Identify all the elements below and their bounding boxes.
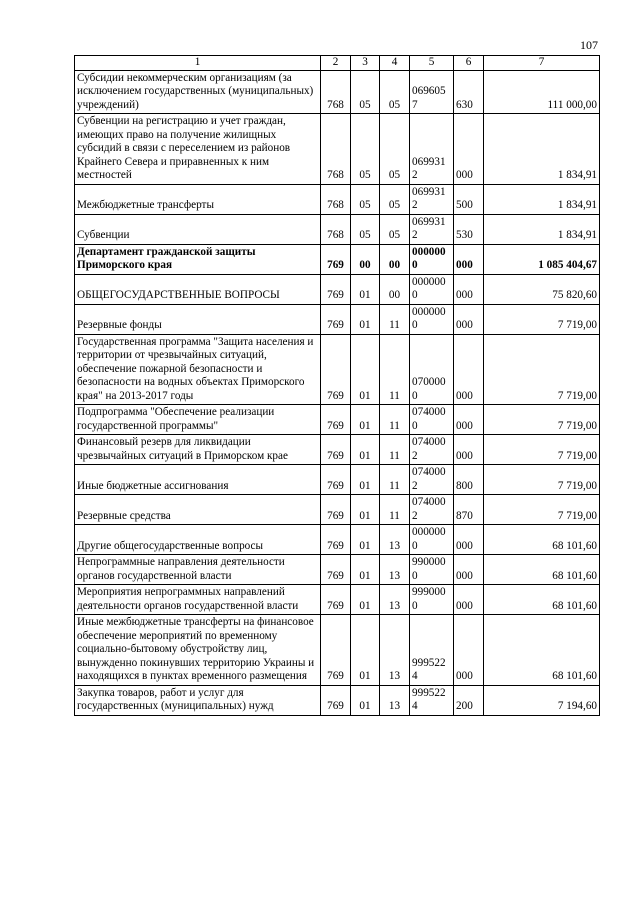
row-code-6: 000 bbox=[454, 304, 484, 334]
row-code-3: 05 bbox=[351, 214, 380, 244]
row-amount: 7 194,60 bbox=[484, 685, 600, 715]
row-code-2: 769 bbox=[321, 465, 351, 495]
row-code-3: 01 bbox=[351, 334, 380, 405]
row-code-2: 769 bbox=[321, 615, 351, 686]
row-code-4: 11 bbox=[380, 465, 410, 495]
row-code-5: 0000000 bbox=[410, 304, 454, 334]
table-row bbox=[75, 184, 600, 214]
row-amount: 1 085 404,67 bbox=[484, 244, 600, 274]
row-code-4: 05 bbox=[380, 114, 410, 185]
row-code-5: 0700000 bbox=[410, 334, 454, 405]
row-code-3: 01 bbox=[351, 405, 380, 435]
row-code-2: 769 bbox=[321, 304, 351, 334]
row-name: Иные бюджетные ассигнования bbox=[75, 465, 321, 495]
row-code-4: 11 bbox=[380, 405, 410, 435]
row-name: Межбюджетные трансферты bbox=[75, 184, 321, 214]
table-row bbox=[75, 585, 600, 615]
row-code-2: 769 bbox=[321, 525, 351, 555]
row-code-6: 000 bbox=[454, 244, 484, 274]
row-code-4: 11 bbox=[380, 304, 410, 334]
row-code-6: 500 bbox=[454, 184, 484, 214]
row-code-2: 769 bbox=[321, 244, 351, 274]
row-code-3: 01 bbox=[351, 495, 380, 525]
row-name: ОБЩЕГОСУДАРСТВЕННЫЕ ВОПРОСЫ bbox=[75, 274, 321, 304]
row-code-5: 0740002 bbox=[410, 435, 454, 465]
row-code-6: 000 bbox=[454, 334, 484, 405]
row-code-6: 000 bbox=[454, 114, 484, 185]
row-code-3: 01 bbox=[351, 465, 380, 495]
row-code-3: 05 bbox=[351, 184, 380, 214]
table-row bbox=[75, 685, 600, 715]
table-row bbox=[75, 435, 600, 465]
row-name: Другие общегосударственные вопросы bbox=[75, 525, 321, 555]
table-row bbox=[75, 244, 600, 274]
row-code-4: 11 bbox=[380, 435, 410, 465]
row-name: Субвенции bbox=[75, 214, 321, 244]
table-row bbox=[75, 555, 600, 585]
row-code-2: 769 bbox=[321, 495, 351, 525]
row-amount: 68 101,60 bbox=[484, 555, 600, 585]
row-name: Закупка товаров, работ и услуг для государственных (муниципальных) нужд bbox=[75, 685, 321, 715]
table-row bbox=[75, 525, 600, 555]
row-code-5: 9995224 bbox=[410, 615, 454, 686]
header-cell: 7 bbox=[484, 56, 600, 71]
table-row bbox=[75, 214, 600, 244]
header-cell: 3 bbox=[351, 56, 380, 71]
row-code-3: 01 bbox=[351, 304, 380, 334]
row-code-2: 769 bbox=[321, 405, 351, 435]
page-number: 107 bbox=[580, 38, 598, 52]
table-row bbox=[75, 615, 600, 686]
row-code-2: 769 bbox=[321, 585, 351, 615]
row-code-6: 200 bbox=[454, 685, 484, 715]
row-code-3: 00 bbox=[351, 244, 380, 274]
row-code-5: 0000000 bbox=[410, 525, 454, 555]
row-code-2: 768 bbox=[321, 214, 351, 244]
row-amount: 7 719,00 bbox=[484, 405, 600, 435]
row-amount: 1 834,91 bbox=[484, 114, 600, 185]
row-code-6: 800 bbox=[454, 465, 484, 495]
row-code-6: 630 bbox=[454, 70, 484, 114]
row-amount: 7 719,00 bbox=[484, 435, 600, 465]
row-code-3: 01 bbox=[351, 274, 380, 304]
row-code-4: 05 bbox=[380, 214, 410, 244]
row-code-3: 01 bbox=[351, 435, 380, 465]
table-row bbox=[75, 495, 600, 525]
row-name: Подпрограмма "Обеспечение реализации государственной программы" bbox=[75, 405, 321, 435]
row-name: Иные межбюджетные трансферты на финансовое обеспечение мероприятий по временному социально-бытовому обустройству лиц, вынужденно покинувших территорию Украины и находящихся в пунктах временного размещения bbox=[75, 615, 321, 686]
row-code-3: 01 bbox=[351, 685, 380, 715]
row-code-5: 0740000 bbox=[410, 405, 454, 435]
header-cell: 1 bbox=[75, 56, 321, 71]
row-amount: 7 719,00 bbox=[484, 495, 600, 525]
row-name: Субсидии некоммерческим организациям (за исключением государственных (муниципальных) учреждений) bbox=[75, 70, 321, 114]
row-code-6: 530 bbox=[454, 214, 484, 244]
row-name: Государственная программа "Защита населения и территории от чрезвычайных ситуаций, обеспечение пожарной безопасности и безопасности на водных объектах Приморского края" на 2013-2017 годы bbox=[75, 334, 321, 405]
row-code-2: 768 bbox=[321, 70, 351, 114]
row-code-3: 01 bbox=[351, 585, 380, 615]
row-amount: 7 719,00 bbox=[484, 334, 600, 405]
table-header-row bbox=[75, 56, 600, 71]
row-code-5: 0740002 bbox=[410, 495, 454, 525]
row-amount: 68 101,60 bbox=[484, 615, 600, 686]
row-amount: 68 101,60 bbox=[484, 525, 600, 555]
row-code-4: 13 bbox=[380, 555, 410, 585]
row-code-4: 11 bbox=[380, 495, 410, 525]
row-name: Департамент гражданской защиты Приморского края bbox=[75, 244, 321, 274]
row-code-4: 05 bbox=[380, 184, 410, 214]
row-code-4: 00 bbox=[380, 244, 410, 274]
table-row bbox=[75, 274, 600, 304]
row-name: Резервные фонды bbox=[75, 304, 321, 334]
row-code-4: 13 bbox=[380, 615, 410, 686]
row-code-6: 870 bbox=[454, 495, 484, 525]
table-row bbox=[75, 304, 600, 334]
row-code-5: 0699312 bbox=[410, 114, 454, 185]
row-code-3: 01 bbox=[351, 555, 380, 585]
row-code-2: 769 bbox=[321, 274, 351, 304]
row-code-2: 768 bbox=[321, 184, 351, 214]
row-code-3: 05 bbox=[351, 114, 380, 185]
row-amount: 7 719,00 bbox=[484, 465, 600, 495]
row-code-4: 00 bbox=[380, 274, 410, 304]
row-amount: 1 834,91 bbox=[484, 214, 600, 244]
row-name: Мероприятия непрограммных направлений деятельности органов государственной власти bbox=[75, 585, 321, 615]
row-code-6: 000 bbox=[454, 435, 484, 465]
row-code-6: 000 bbox=[454, 615, 484, 686]
row-code-5: 0699312 bbox=[410, 214, 454, 244]
row-code-2: 769 bbox=[321, 435, 351, 465]
table-row bbox=[75, 70, 600, 114]
row-code-5: 0699312 bbox=[410, 184, 454, 214]
row-code-5: 9990000 bbox=[410, 585, 454, 615]
row-code-5: 9900000 bbox=[410, 555, 454, 585]
row-code-4: 13 bbox=[380, 685, 410, 715]
row-code-3: 01 bbox=[351, 525, 380, 555]
row-code-6: 000 bbox=[454, 274, 484, 304]
row-code-5: 0000000 bbox=[410, 274, 454, 304]
row-amount: 68 101,60 bbox=[484, 585, 600, 615]
row-code-6: 000 bbox=[454, 555, 484, 585]
row-code-2: 769 bbox=[321, 685, 351, 715]
row-code-5: 0000000 bbox=[410, 244, 454, 274]
row-code-4: 13 bbox=[380, 525, 410, 555]
row-name: Субвенции на регистрацию и учет граждан, имеющих право на получение жилищных субсидий в связи с переселением из районов Крайнего Севера и приравненных к ним местностей bbox=[75, 114, 321, 185]
table-row bbox=[75, 405, 600, 435]
header-cell: 4 bbox=[380, 56, 410, 71]
header-cell: 5 bbox=[410, 56, 454, 71]
row-code-5: 9995224 bbox=[410, 685, 454, 715]
row-name: Финансовый резерв для ликвидации чрезвычайных ситуаций в Приморском крае bbox=[75, 435, 321, 465]
row-code-5: 0740002 bbox=[410, 465, 454, 495]
row-code-4: 13 bbox=[380, 585, 410, 615]
row-amount: 1 834,91 bbox=[484, 184, 600, 214]
table-row bbox=[75, 114, 600, 185]
row-code-6: 000 bbox=[454, 405, 484, 435]
header-cell: 2 bbox=[321, 56, 351, 71]
table-row bbox=[75, 465, 600, 495]
header-cell: 6 bbox=[454, 56, 484, 71]
row-name: Резервные средства bbox=[75, 495, 321, 525]
row-code-6: 000 bbox=[454, 585, 484, 615]
row-code-3: 05 bbox=[351, 70, 380, 114]
row-code-4: 05 bbox=[380, 70, 410, 114]
row-code-5: 0696057 bbox=[410, 70, 454, 114]
row-code-4: 11 bbox=[380, 334, 410, 405]
budget-table bbox=[74, 55, 600, 716]
row-name: Непрограммные направления деятельности органов государственной власти bbox=[75, 555, 321, 585]
row-code-2: 769 bbox=[321, 334, 351, 405]
row-code-3: 01 bbox=[351, 615, 380, 686]
row-amount: 111 000,00 bbox=[484, 70, 600, 114]
row-code-2: 768 bbox=[321, 114, 351, 185]
row-code-6: 000 bbox=[454, 525, 484, 555]
table-row bbox=[75, 334, 600, 405]
row-amount: 7 719,00 bbox=[484, 304, 600, 334]
row-amount: 75 820,60 bbox=[484, 274, 600, 304]
row-code-2: 769 bbox=[321, 555, 351, 585]
